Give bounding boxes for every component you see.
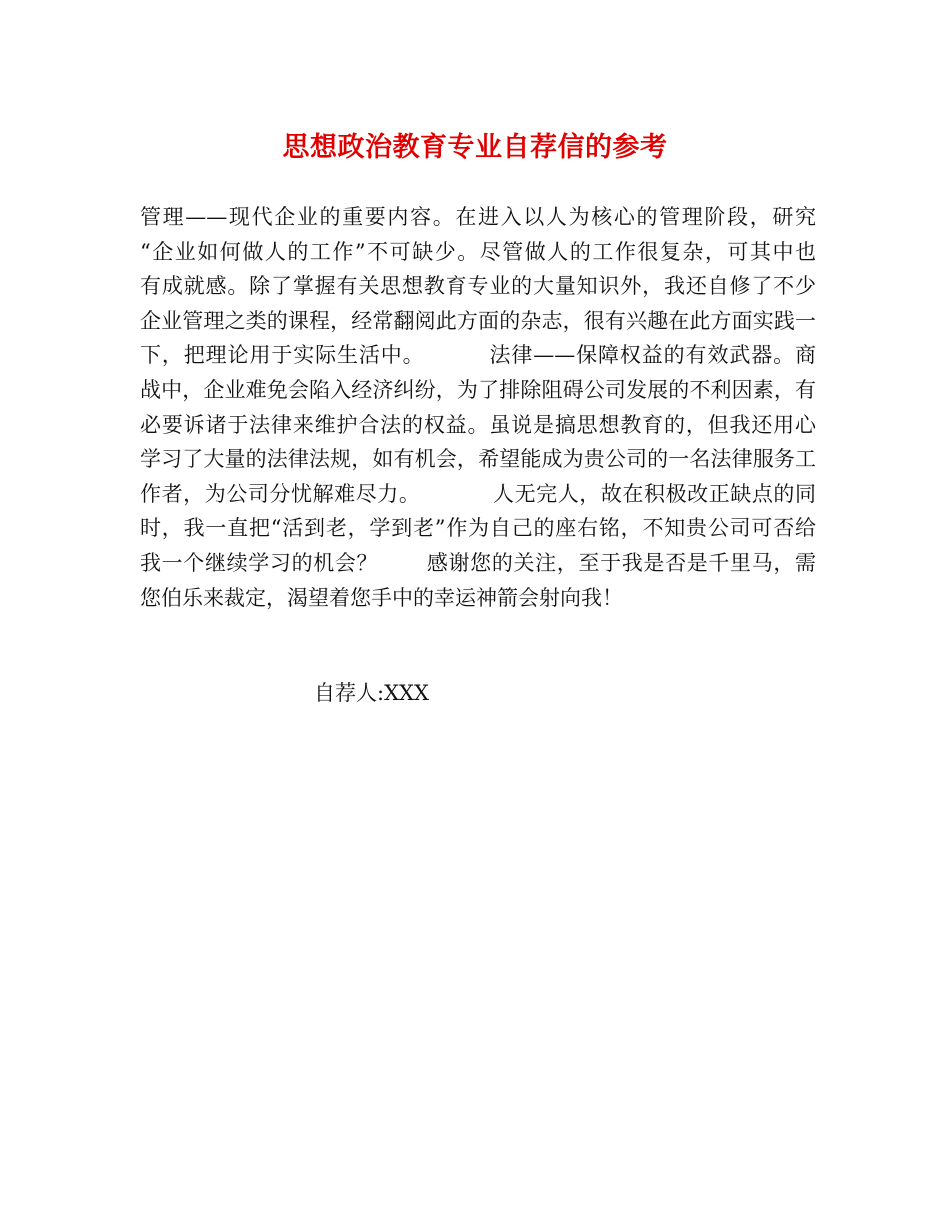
body-line-5 xyxy=(140,338,816,373)
body-line-9 xyxy=(140,477,816,512)
body-line-10 xyxy=(140,511,816,546)
body-text-segment: 企业管理之类的课程，经常翻阅此方面的杂志，很有兴趣在此方面实践一 xyxy=(140,308,816,333)
body-line-11 xyxy=(140,546,816,581)
body-text-segment: 人无完人，故在积极改正缺点的同 xyxy=(492,481,817,506)
body-text-segment: 时，我一直把“活到老，学到老”作为自己的座右铭，不知贵公司可否给 xyxy=(140,516,816,541)
body-text-segment: 战中，企业难免会陷入经济纠纷，为了排除阻碍公司发展的不利因素，有 xyxy=(140,377,816,402)
body-text-segment: 学习了大量的法律法规，如有机会，希望能成为贵公司的一名法律服务工 xyxy=(140,447,816,472)
body-text-segment: 下，把理论用于实际生活中。 xyxy=(140,343,425,368)
body-line-1 xyxy=(140,200,816,235)
body-line-6 xyxy=(140,373,816,408)
body-text-segment: 管理——现代企业的重要内容。在进入以人为核心的管理阶段，研究 xyxy=(140,205,816,229)
document-title: 思想政治教育专业自荐信的参考 xyxy=(282,132,668,163)
body-text-segment: 法律——保障权益的有效武器。商 xyxy=(488,343,817,368)
body-line-4 xyxy=(140,304,816,339)
body-text-segment: 您伯乐来裁定，渴望着您手中的幸运神箭会射向我！ xyxy=(140,585,623,610)
letter-body xyxy=(140,200,816,615)
body-line-3 xyxy=(140,269,816,304)
body-line-8 xyxy=(140,442,816,477)
body-line-7 xyxy=(140,408,816,443)
body-text-segment: 有成就感。除了掌握有关思想教育专业的大量知识外，我还自修了不少 xyxy=(140,274,816,299)
body-text-segment: 必要诉诸于法律来维护合法的权益。虽说是搞思想教育的，但我还用心 xyxy=(140,412,816,437)
body-text-segment: 作者，为公司分忧解难尽力。 xyxy=(140,481,421,506)
body-line-2 xyxy=(140,235,816,270)
body-line-12 xyxy=(140,581,816,616)
body-text-segment: 我一个继续学习的机会？ xyxy=(140,550,379,575)
body-text-segment: “企业如何做人的工作”不可缺少。尽管做人的工作很复杂，可其中也 xyxy=(140,239,816,264)
body-text-segment: 感谢您的关注，至于我是否是千里马，需 xyxy=(426,550,817,575)
signature: 自荐人:XXX xyxy=(314,681,429,705)
